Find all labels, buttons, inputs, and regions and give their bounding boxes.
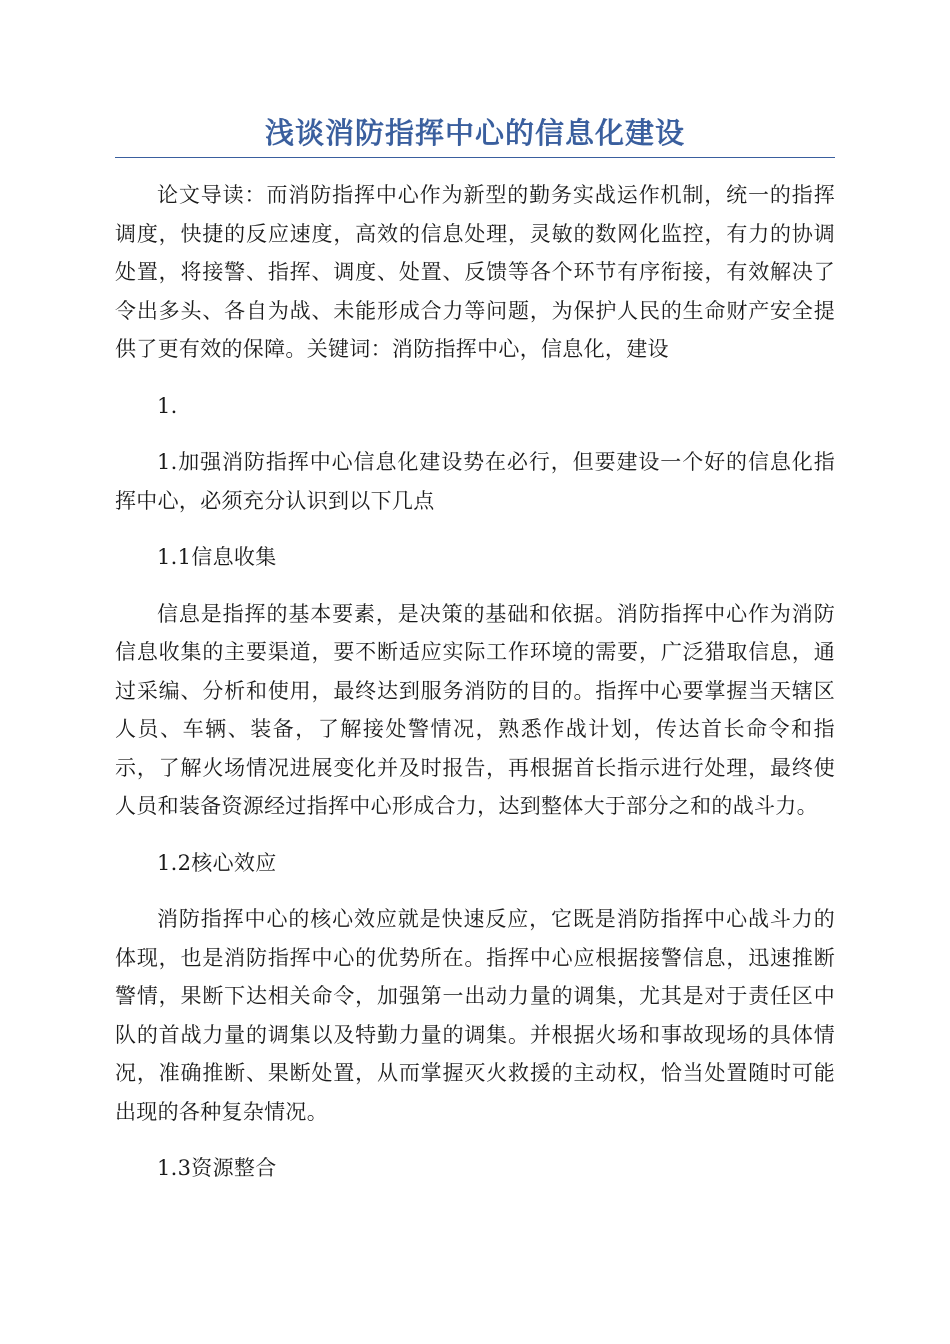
intro-paragraph: 论文导读：而消防指挥中心作为新型的勤务实战运作机制，统一的指挥调度，快捷的反应速度，高效的信息处理，灵敏的数网化监控，有力的协调处置，将接警、指挥、调度、处置、反馈等各个环节有序衔接，有效解决了令出多头、各自为战、未能形成合力等问题，为保护人民的生命财产安全提供了更有效的保障。关键词：消防指挥中心，信息化，建设 (115, 183, 835, 361)
title-underline (115, 157, 835, 158)
document-page (115, 112, 835, 1206)
section-1-2-heading: 1.2核心效应 (157, 850, 277, 875)
section-1-3-heading: 1.3资源整合 (157, 1156, 277, 1180)
section-1-2-paragraph: 消防指挥中心的核心效应就是快速反应，它既是消防指挥中心战斗力的体现，也是消防指挥中心的优势所在。指挥中心应根据接警信息，迅速推断警情，果断下达相关命令，加强第一出动力量的调集，尤其是对于责任区中队的首战力量的调集以及特勤力量的调集。并根据火场和事故现场的具体情况，准确推断、果断处置，从而掌握灭火救援的主动权，恰当处置随时可能出现的各种复杂情况。 (115, 907, 835, 1124)
section-1-intro-paragraph: 1.加强消防指挥中心信息化建设势在必行，但要建设一个好的信息化指挥中心，必须充分认识到以下几点 (115, 450, 835, 513)
document-title: 浅谈消防指挥中心的信息化建设 (264, 116, 685, 150)
section-1-1-paragraph: 信息是指挥的基本要素，是决策的基础和依据。消防指挥中心作为消防信息收集的主要渠道，要不断适应实际工作环境的需要，广泛猎取信息，通过采编、分析和使用，最终达到服务消防的目的。指挥中心要掌握当天辖区人员、车辆、装备，了解接处警情况，熟悉作战计划，传达首长命令和指示，了解火场情况进展变化并及时报告，再根据首长指示进行处理，最终使人员和装备资源经过指挥中心形成合力，达到整体大于部分之和的战斗力。 (115, 601, 835, 818)
section-1-1-heading: 1.1信息收集 (157, 545, 277, 569)
section-1-heading: 1. (157, 393, 178, 418)
